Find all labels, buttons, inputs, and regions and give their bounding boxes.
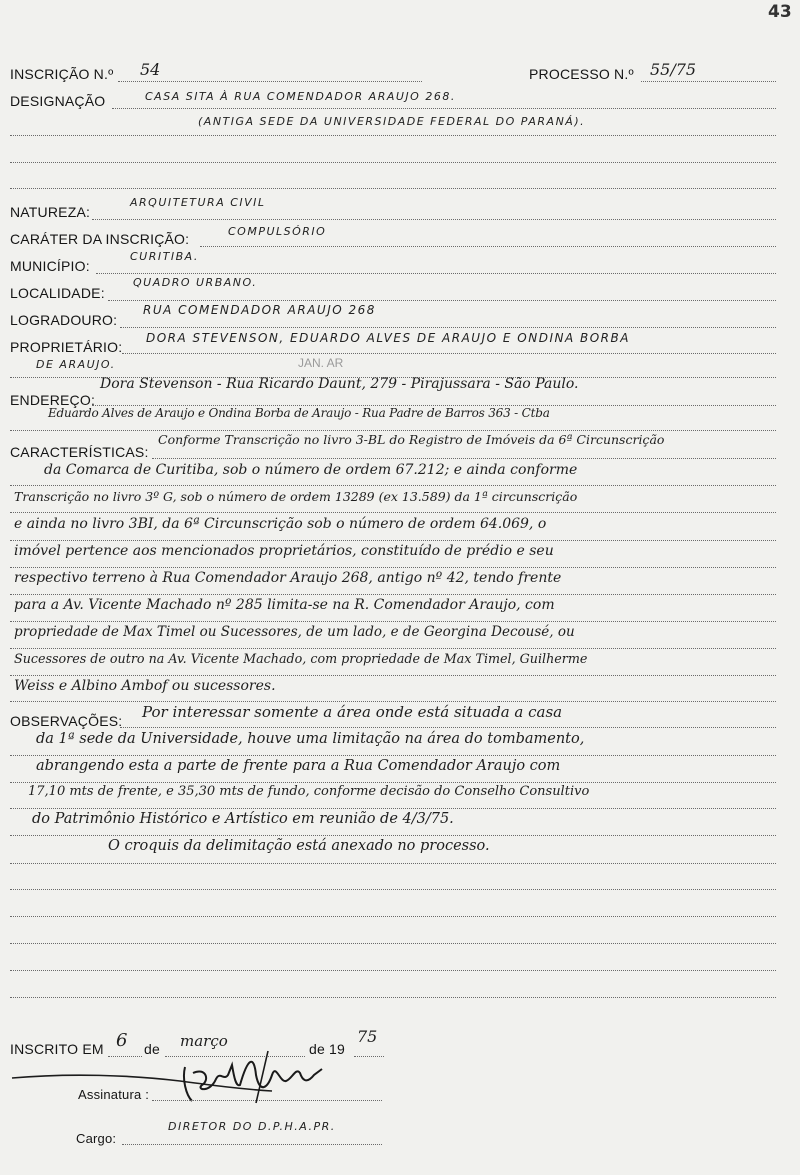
- observacoes-label: OBSERVAÇÕES:: [10, 713, 123, 729]
- designacao-line-3: [10, 162, 776, 163]
- logradouro-value: RUA COMENDADOR ARAUJO 268: [143, 303, 376, 317]
- blank-line-4: [10, 970, 776, 971]
- processo-label: PROCESSO N.º: [529, 66, 634, 82]
- caracteristicas-text-1: Conforme Transcrição no livro 3-BL do Registro de Imóveis da 6ª Circunscrição: [158, 432, 665, 447]
- caracteristicas-line-1: [152, 458, 776, 459]
- proprietario-faint-note: JAN. AR: [298, 356, 344, 370]
- assinatura-line: [152, 1100, 382, 1101]
- municipio-line: [96, 273, 776, 274]
- designacao-text-2: (ANTIGA SEDE DA UNIVERSIDADE FEDERAL DO PARANÁ).: [198, 115, 586, 128]
- observacoes-text-3: abrangendo esta a parte de frente para a Rua Comendador Araujo com: [36, 758, 561, 774]
- observacoes-text-1: Por interessar somente a área onde está situada a casa: [142, 703, 563, 721]
- blank-line-5: [10, 997, 776, 998]
- endereco-line-2: [10, 430, 776, 431]
- observacoes-line-5: [10, 835, 776, 836]
- caracteristicas-text-9: Sucessores de outro na Av. Vicente Machado, com propriedade de Max Timel, Guilherme: [14, 651, 588, 666]
- caracteristicas-line-4: [10, 540, 776, 541]
- assinatura-label: Assinatura :: [78, 1087, 150, 1102]
- natureza-line: [92, 219, 776, 220]
- inscrito-label: INSCRITO EM: [10, 1041, 104, 1057]
- inscrito-year: 75: [357, 1027, 378, 1046]
- caracteristicas-text-5: imóvel pertence aos mencionados proprietários, constituído de prédio e seu: [14, 543, 554, 559]
- inscricao-value: 54: [140, 60, 161, 79]
- observacoes-text-4: 17,10 mts de frente, e 35,30 mts de fundo, conforme decisão do Conselho Consultivo: [28, 784, 590, 799]
- proprietario-label: PROPRIETÁRIO:: [10, 339, 123, 355]
- caracteristicas-text-4: e ainda no livro 3BI, da 6ª Circunscrição sob o número de ordem 64.069, o: [14, 516, 547, 532]
- inscrito-month: março: [180, 1032, 228, 1050]
- caracteristicas-text-7: para a Av. Vicente Machado nº 285 limita-se na R. Comendador Araujo, com: [14, 597, 555, 613]
- localidade-label: LOCALIDADE:: [10, 285, 105, 301]
- endereco-text-2: Eduardo Alves de Araujo e Ondina Borba de Araujo - Rua Padre de Barros 363 - Ctba: [48, 406, 550, 420]
- municipio-value: CURITIBA.: [130, 250, 199, 263]
- designacao-text-1: CASA SITA À RUA COMENDADOR ARAUJO 268.: [145, 90, 456, 103]
- caracteristicas-text-6: respectivo terreno à Rua Comendador Araujo 268, antigo nº 42, tendo frente: [14, 570, 562, 586]
- designacao-line-2: [10, 135, 776, 136]
- cargo-label: Cargo:: [76, 1131, 117, 1146]
- carater-value: COMPULSÓRIO: [228, 225, 327, 238]
- caracteristicas-label: CARACTERÍSTICAS:: [10, 444, 149, 460]
- observacoes-line-4: [10, 808, 776, 809]
- caracteristicas-text-8: propriedade de Max Timel ou Sucessores, de um lado, e de Georgina Decousé, ou: [14, 624, 575, 640]
- caracteristicas-text-2: da Comarca de Curitiba, sob o número de ordem 67.212; e ainda conforme: [44, 462, 578, 478]
- cargo-line: [122, 1144, 382, 1145]
- inscricao-label: INSCRIÇÃO N.º: [10, 66, 114, 82]
- localidade-value: QUADRO URBANO.: [133, 276, 258, 289]
- inscrito-year-line: [354, 1056, 384, 1057]
- observacoes-line-2: [10, 755, 776, 756]
- observacoes-text-6: O croquis da delimitação está anexado no processo.: [108, 838, 490, 854]
- observacoes-line-3: [10, 782, 776, 783]
- observacoes-text-2: da 1ª sede da Universidade, houve uma limitação na área do tombamento,: [36, 731, 585, 747]
- natureza-label: NATUREZA:: [10, 204, 91, 220]
- blank-line-2: [10, 916, 776, 917]
- page-number: 43: [768, 2, 792, 22]
- designacao-line-1: [112, 108, 776, 109]
- carater-line: [200, 246, 776, 247]
- caracteristicas-text-3: Transcrição no livro 3º G, sob o número de ordem 13289 (ex 13.589) da 1ª circunscrição: [14, 489, 578, 504]
- cargo-value: DIRETOR DO D.P.H.A.PR.: [168, 1120, 336, 1133]
- natureza-value: ARQUITETURA CIVIL: [130, 196, 266, 209]
- carater-label: CARÁTER DA INSCRIÇÃO:: [10, 231, 190, 247]
- municipio-label: MUNICÍPIO:: [10, 258, 90, 274]
- blank-line-1: [10, 889, 776, 890]
- logradouro-line: [120, 327, 776, 328]
- caracteristicas-line-5: [10, 567, 776, 568]
- observacoes-text-5: do Patrimônio Histórico e Artístico em reunião de 4/3/75.: [32, 811, 454, 827]
- caracteristicas-line-3: [10, 512, 776, 513]
- caracteristicas-line-9: [10, 675, 776, 676]
- endereco-label: ENDEREÇO:: [10, 392, 96, 408]
- observacoes-line-1: [120, 727, 776, 728]
- endereco-text-1: Dora Stevenson - Rua Ricardo Daunt, 279 - Pirajussara - São Paulo.: [100, 376, 579, 392]
- inscrito-day: 6: [116, 1030, 128, 1051]
- caracteristicas-line-7: [10, 621, 776, 622]
- proprietario-text-1: DORA STEVENSON, EDUARDO ALVES DE ARAUJO E ONDINA BORBA: [146, 331, 630, 345]
- blank-line-3: [10, 943, 776, 944]
- localidade-line: [108, 300, 776, 301]
- designacao-line-4: [10, 188, 776, 189]
- proprietario-text-2: DE ARAUJO.: [36, 358, 116, 371]
- inscricao-line: [118, 81, 422, 82]
- caracteristicas-line-2: [10, 485, 776, 486]
- signature-scribble: [10, 1045, 350, 1105]
- caracteristicas-text-10: Weiss e Albino Ambof ou sucessores.: [14, 678, 276, 694]
- caracteristicas-line-6: [10, 594, 776, 595]
- caracteristicas-line-8: [10, 648, 776, 649]
- observacoes-line-6: [10, 863, 776, 864]
- processo-value: 55/75: [650, 60, 697, 79]
- designacao-label: DESIGNAÇÃO: [10, 93, 106, 109]
- inscrito-de-2: de 19: [309, 1041, 346, 1057]
- processo-line: [641, 81, 776, 82]
- logradouro-label: LOGRADOURO:: [10, 312, 118, 328]
- proprietario-line-1: [122, 353, 776, 354]
- inscrito-de-1: de: [144, 1041, 160, 1057]
- caracteristicas-line-10: [10, 701, 776, 702]
